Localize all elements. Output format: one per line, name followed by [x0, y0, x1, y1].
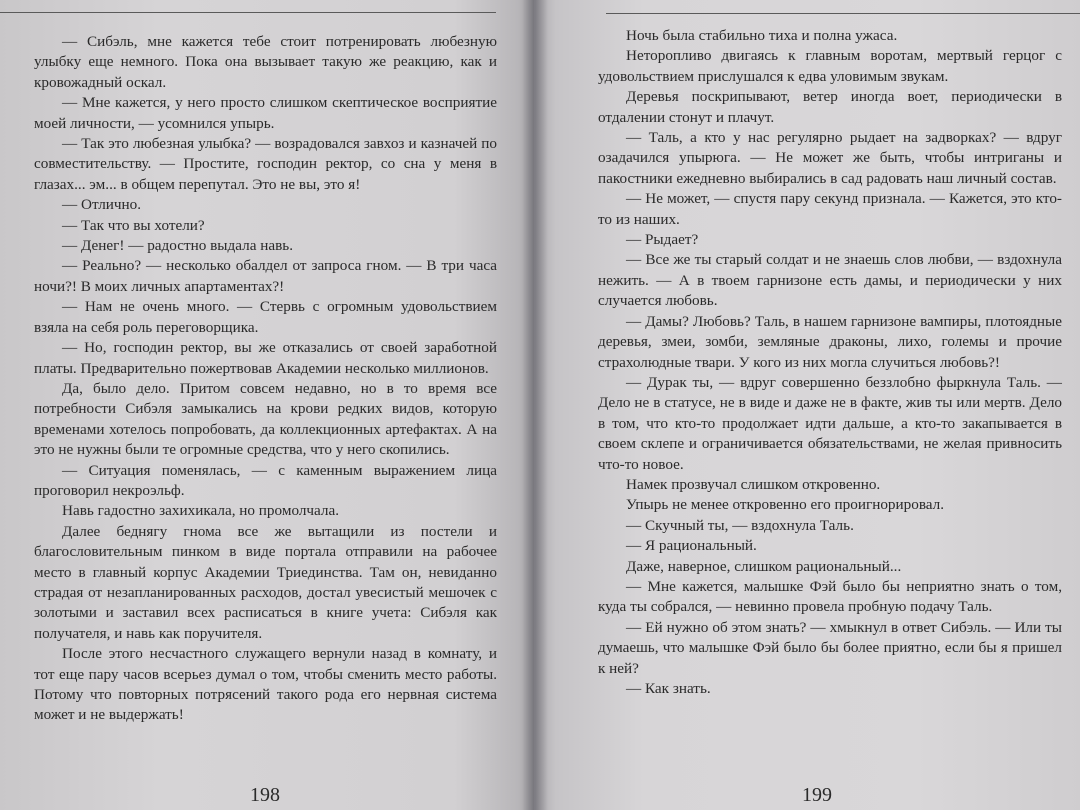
paragraph: — Сибэль, мне кажется тебе стоит потренировать любезную улыбку еще немного. Пока она вызывает такую же реакцию, как и кровожадный оскал.: [34, 33, 497, 91]
paragraph: Даже, наверное, слишком рациональный...: [626, 557, 902, 575]
paragraph: — Скучный ты, — вздохнула Таль.: [626, 516, 854, 534]
paragraph: — Так что вы хотели?: [62, 216, 205, 234]
paragraph: — Реально? — несколько обалдел от запроса гном. — В три часа ночи?! В моих личных апартаментах?!: [34, 257, 497, 295]
paragraph: — Не может, — спустя пару секунд признала. — Кажется, это кто-то из наших.: [598, 190, 1062, 228]
paragraph: Далее беднягу гнома все же вытащили из постели и благословительным пинком в виде портала отправили на рабочее место в главный корпус Академии Триединства. Там он, невиданно страдая от незапланированных расходов, достал увесистый мешочек с золотыми и заставил всех расписаться в книге учета: Сибэля как получателя, и навь как поручителя.: [34, 522, 497, 642]
paragraph: Ночь была стабильно тиха и полна ужаса.: [626, 27, 898, 44]
paragraph: После этого несчастного служащего вернули назад в комнату, и тот еще пару часов всерьез думал о том, чтобы сменить место работы. Потому что повторных потрясений такого рода его нервная система может и не выдержать!: [34, 645, 497, 724]
paragraph: — Все же ты старый солдат и не знаешь слов любви, — вздохнула нежить. — А в твоем гарнизоне есть дамы, и периодически у них случается любовь.: [598, 251, 1062, 310]
paragraph: — Таль, а кто у нас регулярно рыдает на задворках? — вдруг озадачился упырюга. — Не может же быть, чтобы интриганы и пакостники ежедневно выбирались в сад радовать наш личный состав.: [598, 129, 1062, 187]
paragraph: — Отлично.: [62, 196, 142, 214]
paragraph: Деревья поскрипывают, ветер иногда воет, периодически в отдалении стонут и плачут.: [598, 88, 1062, 126]
paragraph: — Дамы? Любовь? Таль, в нашем гарнизоне вампиры, плотоядные деревья, змеи, зомби, земляные драконы, лихо, големы и прочие страхолюдные твари. У кого из них могла случиться любовь?!: [598, 312, 1062, 371]
paragraph: — Мне кажется, малышке Фэй было бы неприятно знать о том, куда ты собрался, — невинно провела пробную подачу Таль.: [598, 577, 1062, 616]
left-page-text: [34, 32, 497, 726]
paragraph: — Ей нужно об этом знать? — хмыкнул в ответ Сибэль. — Или ты думаешь, что малышке Фэй было бы более приятно, если бы я пришел к ней?: [598, 618, 1062, 677]
paragraph: — Нам не очень много. — Стервь с огромным удовольствием взяла на себя роль переговорщика.: [34, 298, 497, 336]
paragraph: Неторопливо двигаясь к главным воротам, мертвый герцог с удовольствием прислушался к едва уловимым звукам.: [598, 47, 1062, 85]
paragraph: — Рыдает?: [626, 231, 699, 249]
paragraph: Да, было дело. Притом совсем недавно, но в то время все потребности Сибэля замыкались на крови редких видов, которую временами хотелось попробовать, да коллекционных артефактах. А на это не нужны были те огромные средства, что у него скопились.: [34, 379, 497, 459]
paragraph: — Но, господин ректор, вы же отказались от своей заработной платы. Предварительно пожертвовав Академии несколько миллионов.: [34, 339, 497, 377]
paragraph: — Дурак ты, — вдруг совершенно беззлобно фыркнула Таль. — Дело не в статусе, не в виде и даже не в факте, жив ты или мертв. Дело в том, что кто-то продолжает идти дальше, а кто-то закапывается в своем склепе и ограничивается обязательствами, не желая привносить что-то новое.: [598, 373, 1062, 473]
right-page-text: [598, 26, 1062, 699]
left-page: [0, 0, 534, 810]
page-number: 198: [250, 784, 280, 806]
right-page: [534, 0, 1080, 810]
paragraph: Навь гадостно захихикала, но промолчала.: [62, 502, 340, 520]
page-number: 199: [802, 784, 832, 806]
paragraph: — Мне кажется, у него просто слишком скептическое восприятие моей личности, — усомнился упырь.: [34, 94, 497, 132]
paragraph: Упырь не менее откровенно его проигнорировал.: [626, 496, 945, 514]
header-rule: [0, 12, 496, 13]
paragraph: Намек прозвучал слишком откровенно.: [626, 475, 881, 493]
paragraph: — Ситуация поменялась, — с каменным выражением лица проговорил некроэльф.: [34, 461, 497, 499]
paragraph: — Как знать.: [626, 680, 711, 697]
paragraph: — Так это любезная улыбка? — возрадовался завхоз и казначей по совместительству. — Простите, господин ректор, со сна у меня в глазах... эм... в общем перепутал. Это не вы, это я!: [34, 135, 497, 193]
paragraph: — Я рациональный.: [626, 537, 757, 555]
paragraph: — Денег! — радостно выдала навь.: [62, 237, 293, 255]
header-rule: [606, 13, 1080, 14]
